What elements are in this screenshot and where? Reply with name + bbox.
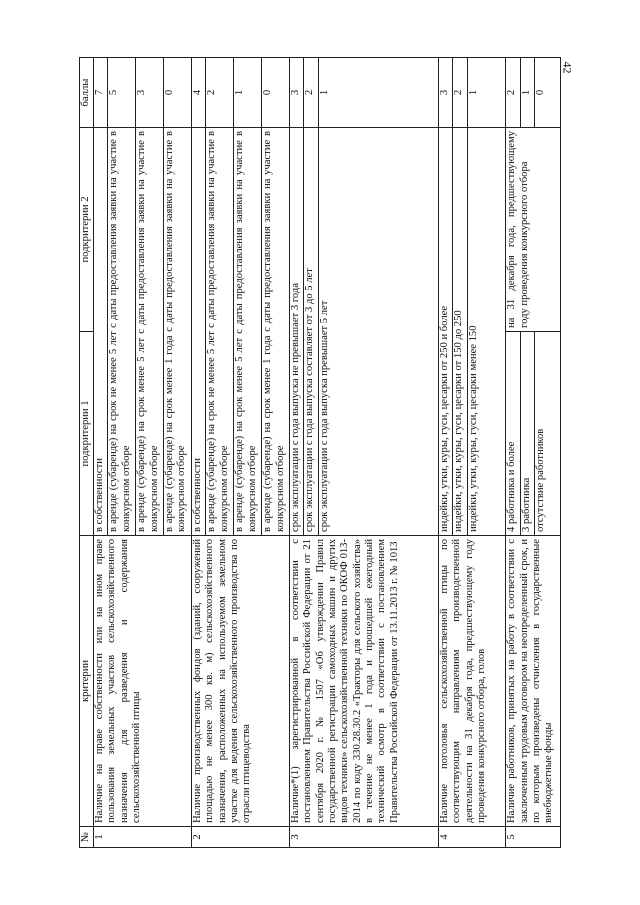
row-5-criterion: Наличие работников, принятых на работу в соответствии с заключенным трудовым договором на неопределенный срок, и по которым произведены отчисления в государственные внебюджетные фонды: [506, 536, 561, 827]
row-3-score-1: 3: [290, 58, 304, 128]
row-3-number: 3: [290, 827, 439, 848]
row-5-sub2: на 31 декабря года, предшествующему году проведения конкурсного отбора: [506, 128, 561, 332]
row-5-sub-1: 4 работника и более: [506, 332, 520, 536]
row-2-number: 2: [192, 827, 290, 848]
row-4-number: 4: [439, 827, 506, 848]
row-4-criterion: Наличие поголовья сельскохозяйственной птицы по соответствующим направлениям производственной деятельности на 31 декабря года, предшествующему году проведения конкурсного отбора, голов: [439, 536, 506, 827]
row-2-sub-3: в аренде (субаренде) на срок менее 5 лет с даты предоставления заявки на участие в конкурсном отборе: [234, 128, 262, 536]
row-2-score-4: 0: [262, 58, 290, 128]
header-number: №: [80, 827, 94, 848]
row-1-criterion: Наличие на праве собственности или на ином праве пользования земельных участков сельскохозяйственного назначения для разведения и содержания сельскохозяйственной птицы: [94, 536, 192, 827]
row-2-score-2: 2: [206, 58, 234, 128]
row-1-score-1: 7: [94, 58, 108, 128]
row-4-score-1: 3: [439, 58, 453, 128]
header-subcriteria-1: подкритерии 1: [80, 332, 94, 536]
row-4-sub-2: индейки, утки, куры, гуси, цесарки от 150 до 250: [453, 128, 467, 536]
header-subcriteria-2: подкритерии 2: [80, 128, 94, 332]
row-3-sub-2: срок эксплуатации с года выпуска составляет от 3 до 5 лет: [304, 128, 318, 536]
row-2-score-3: 1: [234, 58, 262, 128]
row-1-score-3: 3: [136, 58, 164, 128]
row-4-sub-1: индейки, утки, куры, гуси, цесарки от 250 и более: [439, 128, 453, 536]
row-1-score-2: 5: [108, 58, 136, 128]
row-5-sub-3: отсутствие работников: [534, 332, 560, 536]
row-1-number: 1: [94, 827, 192, 848]
row-3-score-2: 2: [304, 58, 318, 128]
row-5-score-3: 0: [534, 58, 560, 128]
row-2-criterion: Наличие производственных фондов (зданий, сооружений площадью не менее 300 кв. м) сельскохозяйственного назначения, расположенных на используемом земельном участке для ведения сельскохозяйственного производства по отрасли птицеводства: [192, 536, 290, 827]
row-5-sub-2: 3 работника: [520, 332, 534, 536]
row-1-sub-3: в аренде (субаренде) на срок менее 5 лет с даты предоставления заявки на участие в конкурсном отборе: [136, 128, 164, 536]
row-1-score-4: 0: [164, 58, 192, 128]
row-3-sub-3: срок эксплуатации с года выпуска превышает 5 лет: [318, 128, 438, 536]
row-2-sub-2: в аренде (субаренде) на срок не менее 5 лет с даты предоставления заявки на участие в конкурсном отборе: [206, 128, 234, 536]
row-3-criterion: Наличие*(1) зарегистрированной в соответствии с постановлением Правительства Российской Федерации от 21 сентября 2020 г. № 1507 «Об утверждении Правил государственной регистрации самоходных машин и других видов техники» сельскохозяйственной техники по ОКОФ 013-2014 по коду 330.28.30.2 «Тракторы для сельского хозяйства» в течение не менее 1 года и прошедшей ежегодный технический осмотр в соответствии с постановлением Правительства Российской Федерации от 13.11.2013 г. № 1013: [290, 536, 439, 827]
header-score: баллы: [80, 58, 94, 128]
page-number: 42: [560, 61, 575, 74]
row-3-sub-1: срок эксплуатации с года выпуска не превышает 3 года: [290, 128, 304, 536]
row-3-score-3: 1: [318, 58, 438, 128]
rotated-table-container: [79, 58, 561, 848]
row-4-score-2: 2: [453, 58, 467, 128]
header-criteria: критерии: [80, 536, 94, 827]
row-2-sub-4: в аренде (субаренде) на срок менее 1 года с даты предоставления заявки на участие в конкурсном отборе: [262, 128, 290, 536]
row-4-sub-3: индейки, утки, куры, гуси, цесарки менее 150: [467, 128, 506, 536]
row-5-score-1: 2: [506, 58, 520, 128]
row-1-sub-1: в собственности: [94, 128, 108, 536]
row-1-sub-2: в аренде (субаренде) на срок не менее 5 лет с даты предоставления заявки на участие в конкурсном отборе: [108, 128, 136, 536]
row-2-sub-1: в собственности: [192, 128, 206, 536]
row-4-score-3: 1: [467, 58, 506, 128]
row-5-number: 5: [506, 827, 561, 848]
row-1-sub-4: в аренде (субаренде) на срок менее 1 года с даты предоставления заявки на участие в конкурсном отборе: [164, 128, 192, 536]
row-5-score-2: 1: [520, 58, 534, 128]
row-2-score-1: 4: [192, 58, 206, 128]
criteria-table: [79, 57, 561, 848]
